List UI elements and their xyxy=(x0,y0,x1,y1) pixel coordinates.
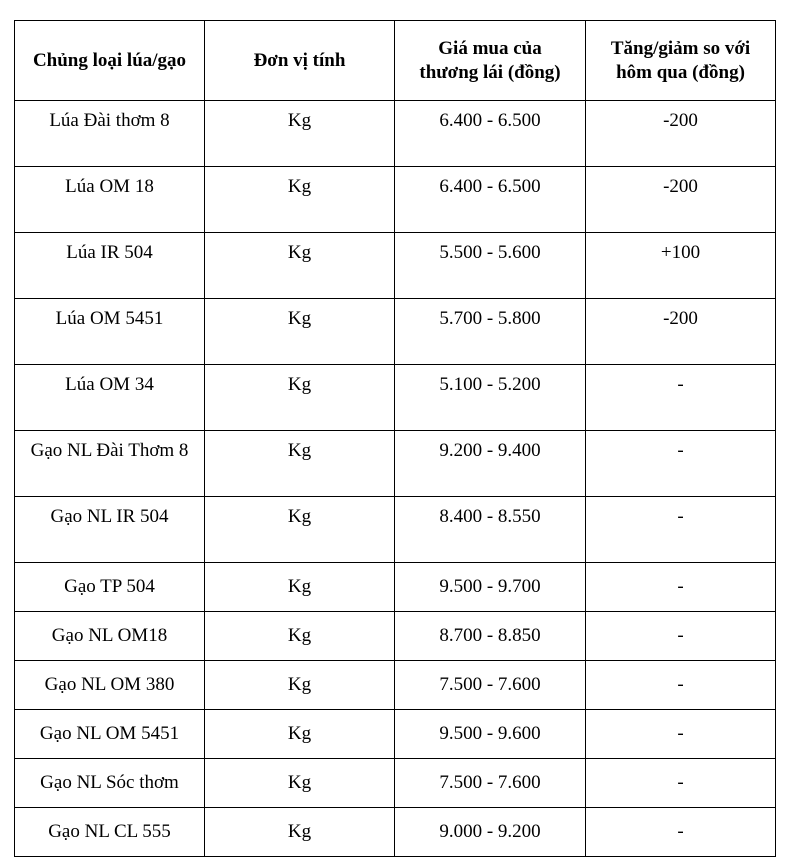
cell-price: 8.400 - 8.550 xyxy=(395,497,586,563)
table-row xyxy=(15,661,776,710)
cell-rice-type: Lúa OM 18 xyxy=(15,167,205,233)
cell-price: 5.500 - 5.600 xyxy=(395,233,586,299)
table-header xyxy=(15,21,776,101)
header-price-line-1: Giá mua của xyxy=(438,37,542,59)
cell-price: 5.100 - 5.200 xyxy=(395,365,586,431)
cell-price: 6.400 - 6.500 xyxy=(395,167,586,233)
cell-rice-type: Gạo NL CL 555 xyxy=(15,808,205,857)
cell-change: +100 xyxy=(586,233,776,299)
cell-rice-type: Gạo NL OM18 xyxy=(15,612,205,661)
table-row xyxy=(15,497,776,563)
cell-change: - xyxy=(586,808,776,857)
table-row xyxy=(15,759,776,808)
table-row xyxy=(15,808,776,857)
header-change-line-1: Tăng/giảm so với xyxy=(610,37,751,59)
table-row xyxy=(15,710,776,759)
cell-unit: Kg xyxy=(205,759,395,808)
cell-rice-type: Gạo TP 504 xyxy=(15,563,205,612)
cell-rice-type: Lúa IR 504 xyxy=(15,233,205,299)
cell-unit: Kg xyxy=(205,808,395,857)
cell-change: - xyxy=(586,365,776,431)
header-unit xyxy=(205,21,395,101)
cell-price: 9.200 - 9.400 xyxy=(395,431,586,497)
cell-unit: Kg xyxy=(205,233,395,299)
table-row xyxy=(15,365,776,431)
cell-change: -200 xyxy=(586,167,776,233)
cell-price: 6.400 - 6.500 xyxy=(395,101,586,167)
rice-price-table xyxy=(14,20,776,857)
cell-rice-type: Gạo NL OM 5451 xyxy=(15,710,205,759)
table-row xyxy=(15,167,776,233)
table-row xyxy=(15,612,776,661)
header-rice-type xyxy=(15,21,205,101)
table-row xyxy=(15,431,776,497)
cell-unit: Kg xyxy=(205,710,395,759)
cell-change: - xyxy=(586,612,776,661)
cell-unit: Kg xyxy=(205,365,395,431)
cell-unit: Kg xyxy=(205,563,395,612)
cell-change: - xyxy=(586,759,776,808)
header-change-line-2: hôm qua (đồng) xyxy=(616,61,745,83)
cell-unit: Kg xyxy=(205,299,395,365)
cell-rice-type: Lúa OM 34 xyxy=(15,365,205,431)
header-unit-text: Đơn vị tính xyxy=(253,49,346,71)
cell-change: -200 xyxy=(586,299,776,365)
cell-rice-type: Lúa OM 5451 xyxy=(15,299,205,365)
cell-change: - xyxy=(586,661,776,710)
cell-unit: Kg xyxy=(205,497,395,563)
table-row xyxy=(15,233,776,299)
cell-price: 5.700 - 5.800 xyxy=(395,299,586,365)
cell-rice-type: Lúa Đài thơm 8 xyxy=(15,101,205,167)
table-row xyxy=(15,563,776,612)
cell-rice-type: Gạo NL Đài Thơm 8 xyxy=(15,431,205,497)
cell-rice-type: Gạo NL OM 380 xyxy=(15,661,205,710)
header-change xyxy=(586,21,776,101)
cell-unit: Kg xyxy=(205,612,395,661)
cell-unit: Kg xyxy=(205,167,395,233)
cell-price: 7.500 - 7.600 xyxy=(395,759,586,808)
header-row xyxy=(15,21,776,101)
cell-unit: Kg xyxy=(205,661,395,710)
header-price-line-2: thương lái (đồng) xyxy=(419,61,561,83)
cell-change: -200 xyxy=(586,101,776,167)
cell-unit: Kg xyxy=(205,431,395,497)
cell-unit: Kg xyxy=(205,101,395,167)
table-body xyxy=(15,101,776,857)
cell-price: 7.500 - 7.600 xyxy=(395,661,586,710)
cell-change: - xyxy=(586,431,776,497)
cell-change: - xyxy=(586,563,776,612)
table-row xyxy=(15,299,776,365)
header-rice-type-text: Chủng loại lúa/gạo xyxy=(32,49,187,71)
table-row xyxy=(15,101,776,167)
cell-rice-type: Gạo NL Sóc thơm xyxy=(15,759,205,808)
cell-rice-type: Gạo NL IR 504 xyxy=(15,497,205,563)
cell-change: - xyxy=(586,710,776,759)
cell-price: 8.700 - 8.850 xyxy=(395,612,586,661)
cell-price: 9.000 - 9.200 xyxy=(395,808,586,857)
cell-change: - xyxy=(586,497,776,563)
cell-price: 9.500 - 9.600 xyxy=(395,710,586,759)
cell-price: 9.500 - 9.700 xyxy=(395,563,586,612)
header-price xyxy=(395,21,586,101)
